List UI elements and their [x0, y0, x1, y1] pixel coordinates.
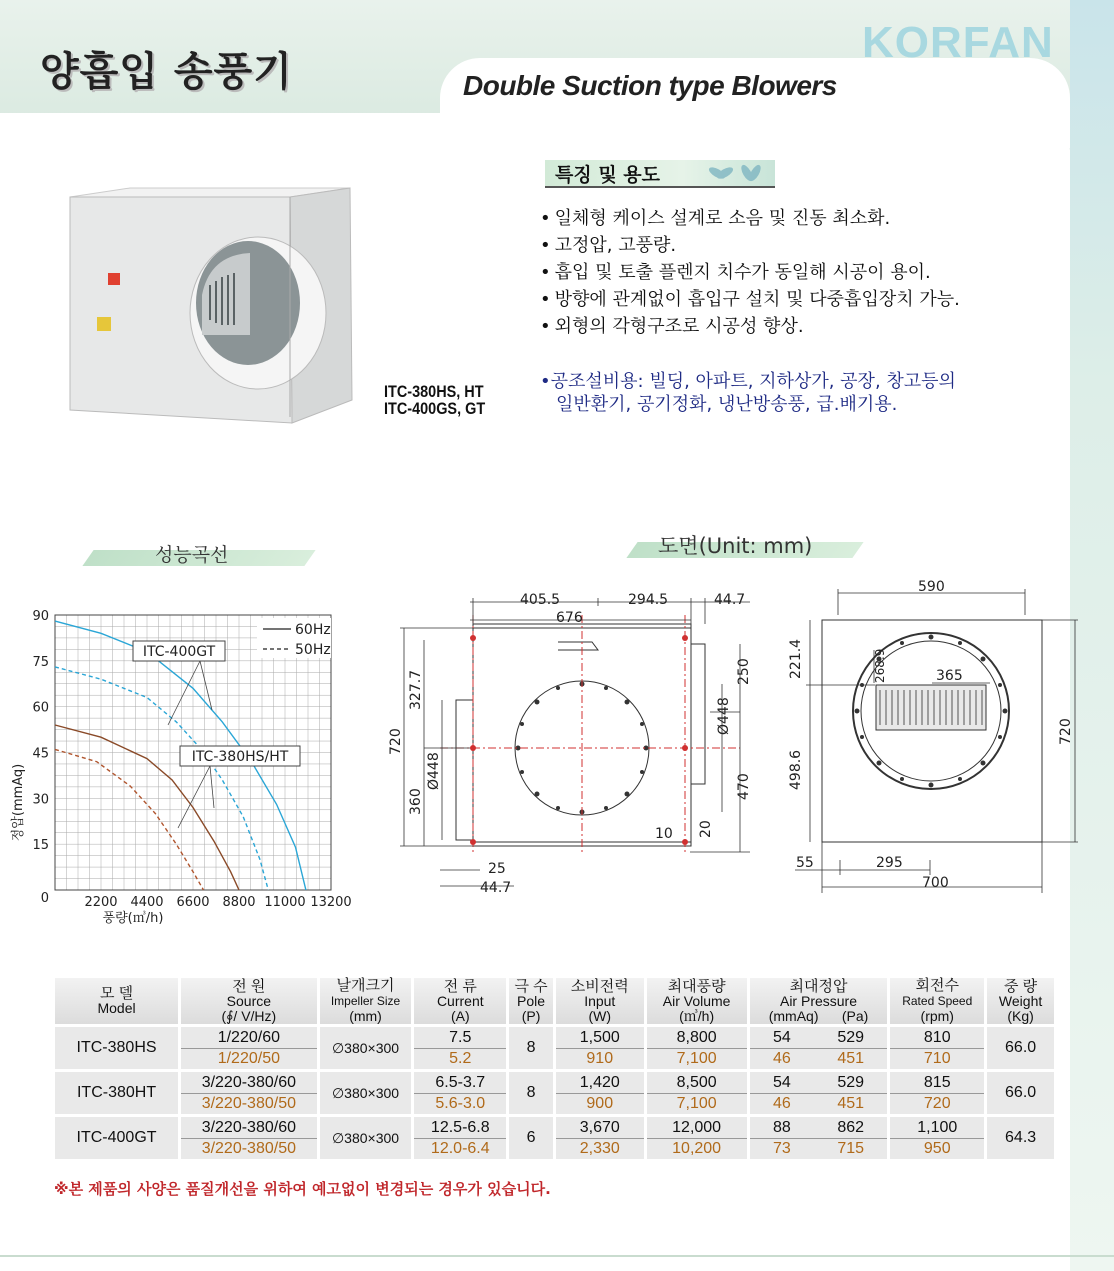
- cell-speed: 815 720: [890, 1072, 984, 1114]
- x-tick-label: 2200: [84, 895, 118, 910]
- dim-label: 20: [698, 820, 714, 838]
- cell-volume: 8,800 7,100: [647, 1027, 747, 1069]
- cell-weight: 66.0: [987, 1027, 1054, 1069]
- y-tick-label: 75: [32, 654, 49, 670]
- table-row: [55, 1117, 1054, 1159]
- header-source: 전 원 Source (∮/ V/Hz): [181, 978, 317, 1024]
- cell-weight: 64.3: [987, 1117, 1054, 1159]
- uses-line-1: •공조설비용: 빌딩, 아파트, 지하상가, 공장, 창고등의: [540, 371, 956, 392]
- blower-product-image: [60, 185, 360, 430]
- dim-label: 268.9: [873, 648, 887, 683]
- x-tick-label: 11000: [264, 895, 306, 910]
- dim-label: 294.5: [628, 592, 669, 608]
- cell-input: 1,420 900: [556, 1072, 644, 1114]
- x-axis-label: 풍량(㎥/h): [102, 911, 164, 926]
- annotation-label: ITC-380HS/HT: [191, 749, 289, 765]
- dim-label: 55: [796, 855, 814, 871]
- dim-label: 44.7: [480, 880, 512, 896]
- features-heading-text: 특징 및 용도: [555, 164, 660, 186]
- cell-input: 3,670 2,330: [556, 1117, 644, 1159]
- brand-logo: KORFAN: [862, 18, 1054, 67]
- cell-pole: 8: [509, 1072, 553, 1114]
- dim-label: 700: [922, 875, 949, 891]
- footnote: ※본 제품의 사양은 품질개선을 위하여 예고없이 변경되는 경우가 있습니다.: [54, 1180, 551, 1198]
- feature-item: • 일체형 케이스 설계로 소음 및 진동 최소화.: [540, 205, 960, 232]
- header-volume: 최대풍량 Air Volume (㎥/h): [647, 978, 747, 1024]
- model-line-2: ITC-400GS, GT: [384, 399, 486, 418]
- cell-source: 3/220-380/60 3/220-380/50: [181, 1072, 317, 1114]
- y-tick-label: 60: [32, 700, 49, 716]
- annotation-leader: [168, 661, 200, 725]
- cell-current: 12.5-6.8 12.0-6.4: [414, 1117, 506, 1159]
- y-tick-label: 30: [32, 792, 49, 808]
- x-tick-label: 8800: [222, 895, 256, 910]
- spec-table: [52, 975, 1057, 1162]
- series-line: [55, 667, 268, 890]
- x-tick-label: 4400: [130, 895, 164, 910]
- series-line: [55, 749, 204, 890]
- legend-label: 50Hz: [295, 642, 331, 658]
- dim-label: 221.4: [788, 638, 804, 679]
- dim-label: 327.7: [408, 669, 424, 710]
- cell-pole: 6: [509, 1117, 553, 1159]
- features-list: [540, 205, 960, 340]
- dim-label: 44.7: [714, 592, 746, 608]
- dim-label: 10: [655, 826, 673, 842]
- curve-section-title: 성능곡선: [155, 544, 229, 566]
- header-model: 모 델 Model: [55, 978, 178, 1024]
- cell-model: ITC-380HS: [55, 1027, 178, 1069]
- legend-label: 60Hz: [295, 622, 331, 638]
- cell-pressure: 88 862 73 715: [750, 1117, 888, 1159]
- model-line-1: ITC-380HS, HT: [384, 382, 484, 401]
- y-axis-label: 정압(mmAq): [11, 763, 26, 842]
- y-tick-label: 15: [32, 838, 49, 854]
- cell-pressure: 54 529 46 451: [750, 1027, 888, 1069]
- dim-label: 25: [488, 861, 506, 877]
- cell-source: 3/220-380/60 3/220-380/50: [181, 1117, 317, 1159]
- feature-item: • 방향에 관계없이 흡입구 설치 및 다중흡입장치 가능.: [540, 286, 960, 313]
- dim-label: 720: [388, 728, 404, 755]
- cell-model: ITC-400GT: [55, 1117, 178, 1159]
- y-tick-label: 90: [32, 609, 49, 624]
- cell-model: ITC-380HT: [55, 1072, 178, 1114]
- dim-label: 590: [918, 579, 945, 595]
- dim-label: 295: [876, 855, 903, 871]
- header-input: 소비전력 Input (W): [556, 978, 644, 1024]
- cell-current: 6.5-3.7 5.6-3.0: [414, 1072, 506, 1114]
- x-tick-label: 13200: [310, 895, 352, 910]
- side-drawing: [780, 575, 1080, 900]
- drawing-section-title: 도면(Unit: mm): [658, 534, 813, 558]
- header-impeller: 날개크기 Impeller Size (mm): [320, 978, 412, 1024]
- features-heading: [545, 160, 775, 188]
- page-title-ko: 양흡입 송풍기: [40, 49, 293, 95]
- cell-impeller: ∅380×300: [320, 1027, 412, 1069]
- cell-speed: 810 710: [890, 1027, 984, 1069]
- dim-label: Ø448: [716, 697, 732, 735]
- fan-decoration-icon: [695, 162, 773, 184]
- feature-item: • 외형의 각형구조로 시공성 향상.: [540, 313, 960, 340]
- dim-label: 470: [736, 773, 752, 800]
- cell-pressure: 54 529 46 451: [750, 1072, 888, 1114]
- header-pole: 극 수 Pole (P): [509, 978, 553, 1024]
- page-title-en: Double Suction type Blowers: [463, 70, 837, 101]
- header-pressure: 최대정압 Air Pressure (mmAq) (Pa): [750, 978, 888, 1024]
- cell-speed: 1,100 950: [890, 1117, 984, 1159]
- y-tick-label: 45: [32, 746, 49, 762]
- feature-item: • 흡입 및 토출 플렌지 치수가 동일해 시공이 용이.: [540, 259, 960, 286]
- cell-volume: 8,500 7,100: [647, 1072, 747, 1114]
- dim-label: 250: [736, 658, 752, 685]
- dim-label: 498.6: [788, 749, 804, 790]
- dim-label: 365: [936, 668, 963, 684]
- y-tick-label: 0: [40, 891, 49, 906]
- cell-current: 7.5 5.2: [414, 1027, 506, 1069]
- table-row: [55, 1027, 1054, 1069]
- header-speed: 회전수 Rated Speed (rpm): [890, 978, 984, 1024]
- uses-text: [540, 370, 956, 416]
- cell-input: 1,500 910: [556, 1027, 644, 1069]
- cell-impeller: ∅380×300: [320, 1117, 412, 1159]
- table-header-row: [55, 978, 1054, 1024]
- cell-volume: 12,000 10,200: [647, 1117, 747, 1159]
- table-row: [55, 1072, 1054, 1114]
- header-weight: 중 량 Weight (Kg): [987, 978, 1054, 1024]
- cell-weight: 66.0: [987, 1072, 1054, 1114]
- front-drawing: [380, 580, 780, 900]
- feature-item: • 고정압, 고풍량.: [540, 232, 960, 259]
- annotation-label: ITC-400GT: [142, 644, 216, 660]
- uses-line-2: 일반환기, 공기정화, 냉난방송풍, 급.배기용.: [556, 394, 898, 415]
- bottom-divider: [0, 1255, 1114, 1257]
- x-tick-label: 6600: [176, 895, 210, 910]
- dim-label: 360: [408, 788, 424, 815]
- dim-label: 405.5: [520, 592, 561, 608]
- dim-label: 720: [1058, 718, 1074, 745]
- header-current: 전 류 Current (A): [414, 978, 506, 1024]
- dim-label: 676: [556, 610, 583, 626]
- performance-chart: [0, 600, 390, 930]
- cell-impeller: ∅380×300: [320, 1072, 412, 1114]
- cell-pole: 8: [509, 1027, 553, 1069]
- cell-source: 1/220/60 1/220/50: [181, 1027, 317, 1069]
- dim-label: Ø448: [426, 752, 442, 790]
- product-model-label: [384, 383, 485, 417]
